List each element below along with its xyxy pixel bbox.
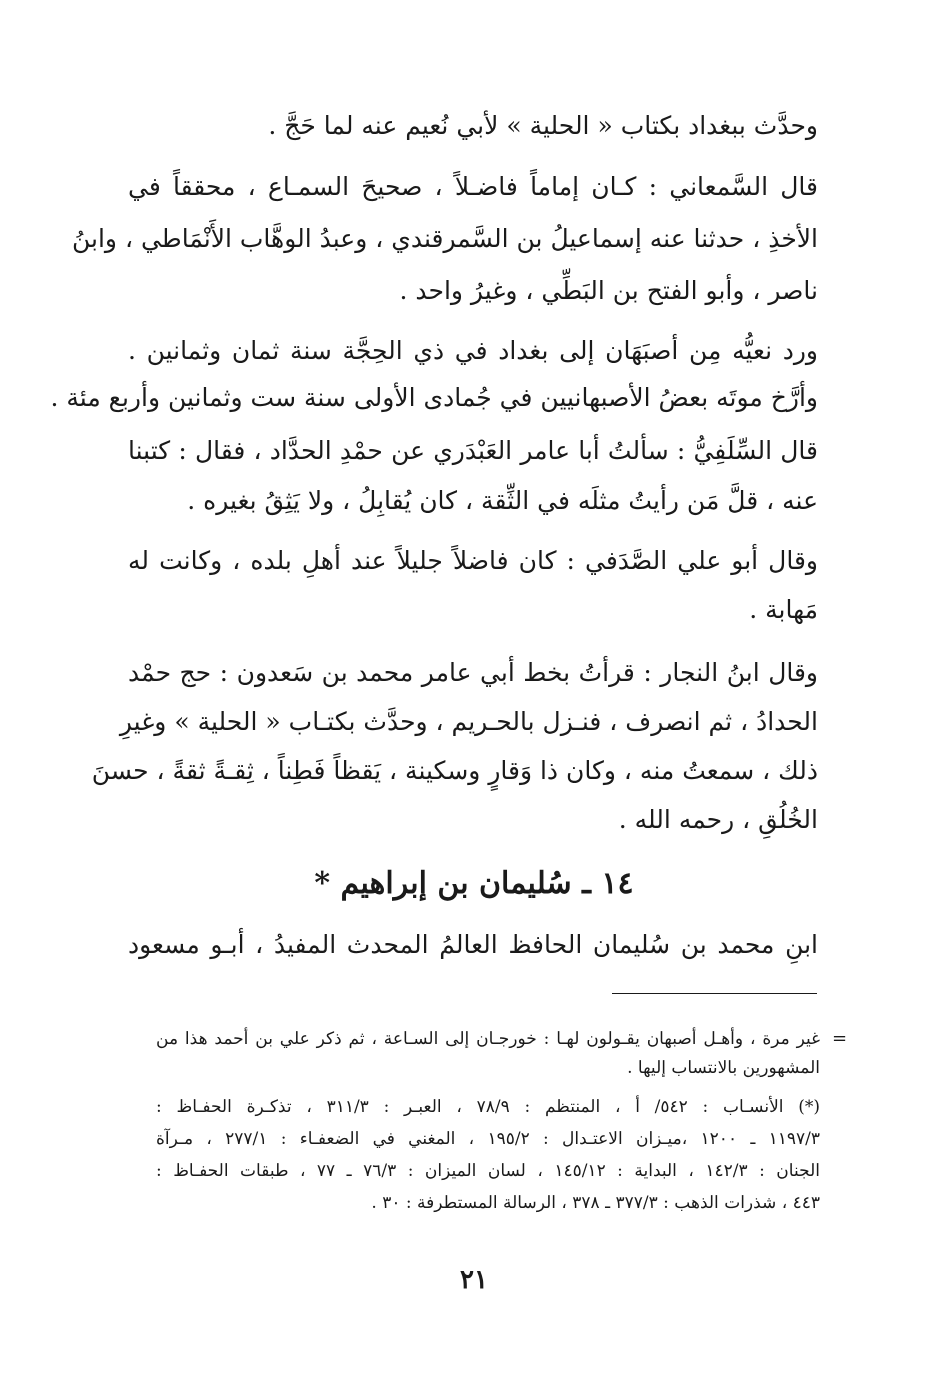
body-line: الأخذِ ، حدثنا عنه إسماعيلُ بن السَّمرقندي ، وعبدُ الوهَّاب الأَنْمَاطي ، وابنُ — [72, 224, 818, 253]
footnote-line: المشهورين بالانتساب إليها . — [627, 1058, 820, 1078]
body-line: الحدادُ ، ثم انصرف ، فنـزل بالحـريم ، وحدَّث بكتـاب « الحلية » وغيرِ — [119, 707, 818, 736]
footnote-separator — [612, 993, 817, 994]
page-number: ٢١ — [460, 1265, 488, 1295]
body-line: ناصر ، وأبو الفتح بن البَطِّي ، وغيرُ واحد . — [399, 276, 818, 305]
footnote-line: غير مرة ، وأهـل أصبهان يقـولون لهـا : خورجـان إلى السـاعة ، ثم ذكر علي بن أحمد هذا من — [156, 1029, 820, 1049]
footnote-line: ١١٩٧/٣ ـ ١٢٠٠ ،ميـزان الاعتـدال : ١٩٥/٢ ، المغني في الضعفـاء : ٢٧٧/١ ، مـرآة — [156, 1129, 821, 1149]
section-heading: ١٤ ـ سُليمان بن إبراهيم * — [314, 866, 634, 901]
footnote-line: ٤٤٣ ، شذرات الذهب : ٣٧٧/٣ ـ ٣٧٨ ، الرسالة المستطرفة : ٣٠ . — [371, 1193, 820, 1213]
body-line: ورد نعيُّه مِن أصبَهَان إلى بغداد في ذي الحِجَّة سنة ثمان وثمانين . — [128, 336, 818, 365]
footnote-line: الجنان : ١٤٢/٣ ، البداية : ١٤٥/١٢ ، لسان الميزان : ٧٦/٣ ـ ٧٧ ، طبقات الحفـاظ : — [156, 1161, 820, 1181]
footnote-line: (*) الأنسـاب : ٥٤٢/ أ ، المنتظم : ٧٨/٩ ، العبـر : ٣١١/٣ ، تذكـرة الحفـاظ : — [156, 1097, 820, 1117]
body-line: وحدَّث ببغداد بكتاب « الحلية » لأبي نُعيم عنه لما حَجَّ . — [268, 111, 818, 140]
body-line: قال السِّلَفِيُّ : سألتُ أبا عامر العَبْدَري عن حمْدِ الحدَّاد ، فقال : كتبنا — [128, 436, 818, 465]
body-line: الخُلُقِ ، رحمه الله . — [618, 805, 818, 834]
body-line: قال السَّمعاني : كـان إماماً فاضـلاً ، صحيحَ السمـاع ، محققاً في — [128, 172, 818, 201]
body-line: مَهابة . — [749, 595, 818, 624]
body-line: عنه ، قلَّ مَن رأيتُ مثلَه في الثِّقة ، كان يُقابِلُ ، ولا يَثِقُ بغيره . — [187, 486, 818, 515]
footnote-continuation-marker: = — [832, 1028, 848, 1049]
body-line: وأرَّخ موتَه بعضُ الأصبهانيين في جُمادى الأولى سنة ست وثمانين وأربع مئة . — [50, 383, 818, 412]
body-line: ذلك ، سمعتُ منه ، وكان ذا وَقارٍ وسكينة ، يَقظاً فَطِناً ، ثِقـةً ثقةً ، حسنَ — [91, 756, 818, 785]
intro-line: ابنِ محمد بن سُليمان الحافظ العالمُ المحدث المفيدُ ، أبـو مسعود — [128, 930, 818, 959]
body-line: وقال أبو علي الصَّدَفي : كان فاضلاً جليلاً عند أهلِ بلده ، وكانت له — [128, 546, 818, 575]
body-line: وقال ابنُ النجار : قرأتُ بخط أبي عامر محمد بن سَعدون : حج حمْد — [128, 658, 818, 687]
